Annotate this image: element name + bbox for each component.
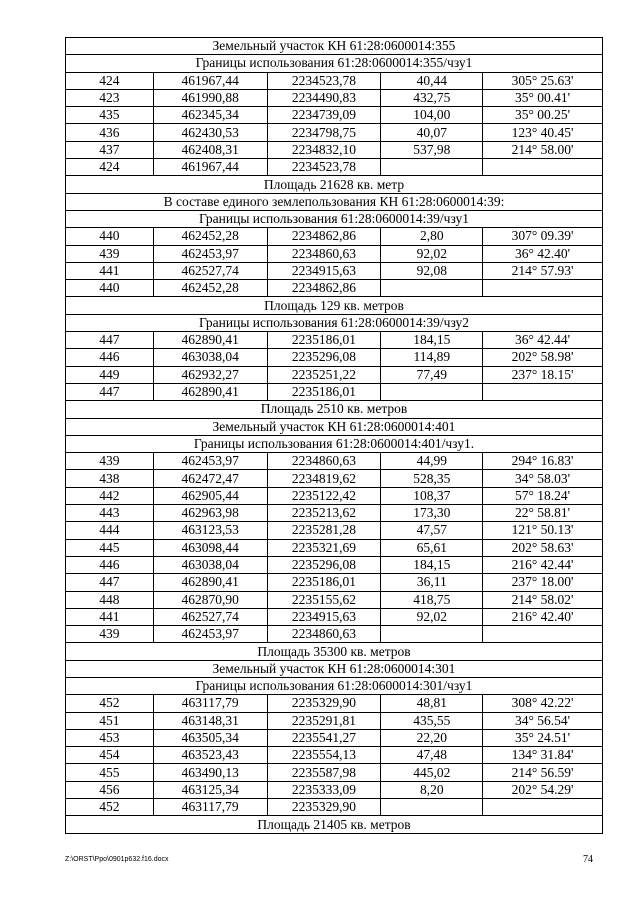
distance-cell: 22,20: [381, 729, 483, 746]
y-coordinate-cell: 2235321,69: [267, 539, 381, 556]
table-row: [66, 453, 603, 470]
y-coordinate-cell: 2235587,98: [267, 764, 381, 781]
x-coordinate-cell: 462890,41: [153, 574, 267, 591]
direction-angle-cell: [483, 280, 603, 297]
y-coordinate-cell: 2234860,63: [267, 245, 381, 262]
distance-cell: 8,20: [381, 781, 483, 798]
section-heading-row: [66, 816, 603, 833]
y-coordinate-cell: 2235329,90: [267, 799, 381, 816]
point-number-cell: 424: [66, 72, 154, 89]
x-coordinate-cell: 463117,79: [153, 799, 267, 816]
point-number-cell: 449: [66, 366, 154, 383]
point-number-cell: 437: [66, 141, 154, 158]
x-coordinate-cell: 463038,04: [153, 349, 267, 366]
direction-angle-cell: 294° 16.83': [483, 453, 603, 470]
y-coordinate-cell: 2235186,01: [267, 332, 381, 349]
point-number-cell: 442: [66, 487, 154, 504]
x-coordinate-cell: 463038,04: [153, 556, 267, 573]
section-heading-row: [66, 660, 603, 677]
table-row: [66, 228, 603, 245]
table-row: [66, 539, 603, 556]
distance-cell: 47,57: [381, 522, 483, 539]
table-row: [66, 574, 603, 591]
direction-angle-cell: 57° 18.24': [483, 487, 603, 504]
point-number-cell: 447: [66, 383, 154, 400]
distance-cell: 537,98: [381, 141, 483, 158]
distance-cell: 528,35: [381, 470, 483, 487]
table-row: [66, 245, 603, 262]
point-number-cell: 447: [66, 574, 154, 591]
y-coordinate-cell: 2234739,09: [267, 107, 381, 124]
distance-cell: 77,49: [381, 366, 483, 383]
x-coordinate-cell: 463505,34: [153, 729, 267, 746]
point-number-cell: 441: [66, 262, 154, 279]
y-coordinate-cell: 2234860,63: [267, 453, 381, 470]
x-coordinate-cell: 462527,74: [153, 262, 267, 279]
x-coordinate-cell: 463125,34: [153, 781, 267, 798]
x-coordinate-cell: 462345,34: [153, 107, 267, 124]
distance-cell: 173,30: [381, 505, 483, 522]
distance-cell: 48,81: [381, 695, 483, 712]
section-heading: Площадь 21628 кв. метр: [66, 176, 603, 193]
point-number-cell: 447: [66, 332, 154, 349]
direction-angle-cell: 123° 40.45': [483, 124, 603, 141]
y-coordinate-cell: 2235155,62: [267, 591, 381, 608]
table-row: [66, 332, 603, 349]
direction-angle-cell: 237° 18.00': [483, 574, 603, 591]
table-row: [66, 608, 603, 625]
point-number-cell: 452: [66, 799, 154, 816]
point-number-cell: 436: [66, 124, 154, 141]
direction-angle-cell: 308° 42.22': [483, 695, 603, 712]
section-heading: Земельный участок КН 61:28:0600014:301: [66, 660, 603, 677]
direction-angle-cell: 34° 58.03': [483, 470, 603, 487]
x-coordinate-cell: 462453,97: [153, 626, 267, 643]
x-coordinate-cell: 462430,53: [153, 124, 267, 141]
x-coordinate-cell: 462408,31: [153, 141, 267, 158]
coordinates-table-body: [66, 38, 603, 834]
coordinates-table: [65, 37, 603, 834]
y-coordinate-cell: 2234798,75: [267, 124, 381, 141]
distance-cell: [381, 626, 483, 643]
direction-angle-cell: 214° 58.00': [483, 141, 603, 158]
direction-angle-cell: 35° 00.25': [483, 107, 603, 124]
table-row: [66, 72, 603, 89]
x-coordinate-cell: 462870,90: [153, 591, 267, 608]
y-coordinate-cell: 2234862,86: [267, 228, 381, 245]
x-coordinate-cell: 463490,13: [153, 764, 267, 781]
direction-angle-cell: 216° 42.44': [483, 556, 603, 573]
y-coordinate-cell: 2235296,08: [267, 349, 381, 366]
distance-cell: 432,75: [381, 89, 483, 106]
y-coordinate-cell: 2234860,63: [267, 626, 381, 643]
y-coordinate-cell: 2234819,62: [267, 470, 381, 487]
table-row: [66, 383, 603, 400]
section-heading-row: [66, 643, 603, 660]
direction-angle-cell: [483, 159, 603, 176]
point-number-cell: 440: [66, 280, 154, 297]
table-row: [66, 280, 603, 297]
page-number: 74: [583, 854, 593, 865]
distance-cell: 104,00: [381, 107, 483, 124]
section-heading-row: [66, 418, 603, 435]
section-heading-row: [66, 401, 603, 418]
x-coordinate-cell: 462453,97: [153, 245, 267, 262]
distance-cell: 108,37: [381, 487, 483, 504]
y-coordinate-cell: 2235122,42: [267, 487, 381, 504]
distance-cell: [381, 383, 483, 400]
section-heading: Площадь 35300 кв. метров: [66, 643, 603, 660]
section-heading-row: [66, 435, 603, 452]
x-coordinate-cell: 462905,44: [153, 487, 267, 504]
point-number-cell: 446: [66, 556, 154, 573]
section-heading: Площадь 21405 кв. метров: [66, 816, 603, 833]
x-coordinate-cell: 462452,28: [153, 228, 267, 245]
direction-angle-cell: 35° 24.51': [483, 729, 603, 746]
direction-angle-cell: 214° 56.59': [483, 764, 603, 781]
point-number-cell: 423: [66, 89, 154, 106]
footer-file-path: Z:\ORST\Ppo\0901p632.f16.docx: [65, 856, 169, 863]
y-coordinate-cell: 2235329,90: [267, 695, 381, 712]
direction-angle-cell: 202° 58.63': [483, 539, 603, 556]
direction-angle-cell: 237° 18.15': [483, 366, 603, 383]
y-coordinate-cell: 2234862,86: [267, 280, 381, 297]
distance-cell: 184,15: [381, 332, 483, 349]
distance-cell: 435,55: [381, 712, 483, 729]
section-heading-row: [66, 210, 603, 227]
section-heading-row: [66, 38, 603, 55]
direction-angle-cell: 214° 57.93': [483, 262, 603, 279]
section-heading: Площадь 2510 кв. метров: [66, 401, 603, 418]
y-coordinate-cell: 2235554,13: [267, 747, 381, 764]
distance-cell: 44,99: [381, 453, 483, 470]
section-heading: Площадь 129 кв. метров: [66, 297, 603, 314]
table-row: [66, 349, 603, 366]
distance-cell: 114,89: [381, 349, 483, 366]
point-number-cell: 438: [66, 470, 154, 487]
point-number-cell: 444: [66, 522, 154, 539]
section-heading-row: [66, 314, 603, 331]
distance-cell: 65,61: [381, 539, 483, 556]
distance-cell: 40,44: [381, 72, 483, 89]
x-coordinate-cell: 463098,44: [153, 539, 267, 556]
x-coordinate-cell: 462932,27: [153, 366, 267, 383]
distance-cell: [381, 799, 483, 816]
table-row: [66, 626, 603, 643]
direction-angle-cell: 202° 58.98': [483, 349, 603, 366]
point-number-cell: 439: [66, 453, 154, 470]
x-coordinate-cell: 463123,53: [153, 522, 267, 539]
point-number-cell: 443: [66, 505, 154, 522]
point-number-cell: 435: [66, 107, 154, 124]
table-row: [66, 262, 603, 279]
section-heading-row: [66, 677, 603, 694]
section-heading: В составе единого землепользования КН 61:28:0600014:39:: [66, 193, 603, 210]
section-heading-row: [66, 193, 603, 210]
table-row: [66, 89, 603, 106]
y-coordinate-cell: 2235213,62: [267, 505, 381, 522]
direction-angle-cell: 134° 31.84': [483, 747, 603, 764]
section-heading-row: [66, 297, 603, 314]
direction-angle-cell: 121° 50.13': [483, 522, 603, 539]
section-heading-row: [66, 176, 603, 193]
x-coordinate-cell: 462890,41: [153, 332, 267, 349]
x-coordinate-cell: 461990,88: [153, 89, 267, 106]
table-row: [66, 556, 603, 573]
table-row: [66, 729, 603, 746]
point-number-cell: 441: [66, 608, 154, 625]
y-coordinate-cell: 2235296,08: [267, 556, 381, 573]
section-heading: Границы использования 61:28:0600014:39/чзу1: [66, 210, 603, 227]
direction-angle-cell: 36° 42.44': [483, 332, 603, 349]
point-number-cell: 452: [66, 695, 154, 712]
y-coordinate-cell: 2235251,22: [267, 366, 381, 383]
section-heading-row: [66, 55, 603, 72]
distance-cell: 2,80: [381, 228, 483, 245]
table-row: [66, 712, 603, 729]
point-number-cell: 440: [66, 228, 154, 245]
distance-cell: 445,02: [381, 764, 483, 781]
distance-cell: [381, 159, 483, 176]
x-coordinate-cell: 463523,43: [153, 747, 267, 764]
section-heading: Границы использования 61:28:0600014:355/чзу1: [66, 55, 603, 72]
table-row: [66, 487, 603, 504]
y-coordinate-cell: 2235186,01: [267, 383, 381, 400]
y-coordinate-cell: 2235291,81: [267, 712, 381, 729]
direction-angle-cell: [483, 626, 603, 643]
table-row: [66, 799, 603, 816]
distance-cell: 92,08: [381, 262, 483, 279]
distance-cell: 92,02: [381, 245, 483, 262]
distance-cell: 47,48: [381, 747, 483, 764]
direction-angle-cell: 305° 25.63': [483, 72, 603, 89]
table-row: [66, 781, 603, 798]
point-number-cell: 448: [66, 591, 154, 608]
point-number-cell: 439: [66, 245, 154, 262]
point-number-cell: 456: [66, 781, 154, 798]
x-coordinate-cell: 462452,28: [153, 280, 267, 297]
x-coordinate-cell: 462963,98: [153, 505, 267, 522]
x-coordinate-cell: 462890,41: [153, 383, 267, 400]
y-coordinate-cell: 2234490,83: [267, 89, 381, 106]
table-row: [66, 591, 603, 608]
direction-angle-cell: 35° 00.41': [483, 89, 603, 106]
direction-angle-cell: 34° 56.54': [483, 712, 603, 729]
y-coordinate-cell: 2234523,78: [267, 72, 381, 89]
point-number-cell: 455: [66, 764, 154, 781]
distance-cell: 418,75: [381, 591, 483, 608]
x-coordinate-cell: 463148,31: [153, 712, 267, 729]
section-heading: Границы использования 61:28:0600014:401/чзу1.: [66, 435, 603, 452]
distance-cell: 36,11: [381, 574, 483, 591]
direction-angle-cell: [483, 383, 603, 400]
y-coordinate-cell: 2235281,28: [267, 522, 381, 539]
y-coordinate-cell: 2234523,78: [267, 159, 381, 176]
table-row: [66, 747, 603, 764]
direction-angle-cell: 36° 42.40': [483, 245, 603, 262]
y-coordinate-cell: 2234915,63: [267, 262, 381, 279]
table-row: [66, 505, 603, 522]
point-number-cell: 454: [66, 747, 154, 764]
section-heading: Земельный участок КН 61:28:0600014:401: [66, 418, 603, 435]
table-row: [66, 124, 603, 141]
table-row: [66, 366, 603, 383]
section-heading: Земельный участок КН 61:28:0600014:355: [66, 38, 603, 55]
x-coordinate-cell: 462453,97: [153, 453, 267, 470]
direction-angle-cell: 214° 58.02': [483, 591, 603, 608]
table-row: [66, 522, 603, 539]
point-number-cell: 424: [66, 159, 154, 176]
table-row: [66, 141, 603, 158]
y-coordinate-cell: 2234915,63: [267, 608, 381, 625]
table-row: [66, 159, 603, 176]
point-number-cell: 445: [66, 539, 154, 556]
y-coordinate-cell: 2234832,10: [267, 141, 381, 158]
distance-cell: 184,15: [381, 556, 483, 573]
direction-angle-cell: 22° 58.81': [483, 505, 603, 522]
table-row: [66, 107, 603, 124]
y-coordinate-cell: 2235541,27: [267, 729, 381, 746]
distance-cell: 92,02: [381, 608, 483, 625]
point-number-cell: 439: [66, 626, 154, 643]
table-row: [66, 470, 603, 487]
x-coordinate-cell: 461967,44: [153, 72, 267, 89]
x-coordinate-cell: 462472,47: [153, 470, 267, 487]
y-coordinate-cell: 2235186,01: [267, 574, 381, 591]
x-coordinate-cell: 463117,79: [153, 695, 267, 712]
x-coordinate-cell: 461967,44: [153, 159, 267, 176]
point-number-cell: 451: [66, 712, 154, 729]
point-number-cell: 446: [66, 349, 154, 366]
section-heading: Границы использования 61:28:0600014:301/чзу1: [66, 677, 603, 694]
section-heading: Границы использования 61:28:0600014:39/чзу2: [66, 314, 603, 331]
table-row: [66, 695, 603, 712]
y-coordinate-cell: 2235333,09: [267, 781, 381, 798]
direction-angle-cell: 307° 09.39': [483, 228, 603, 245]
table-row: [66, 764, 603, 781]
direction-angle-cell: 216° 42.40': [483, 608, 603, 625]
direction-angle-cell: 202° 54.29': [483, 781, 603, 798]
distance-cell: [381, 280, 483, 297]
point-number-cell: 453: [66, 729, 154, 746]
direction-angle-cell: [483, 799, 603, 816]
distance-cell: 40,07: [381, 124, 483, 141]
x-coordinate-cell: 462527,74: [153, 608, 267, 625]
